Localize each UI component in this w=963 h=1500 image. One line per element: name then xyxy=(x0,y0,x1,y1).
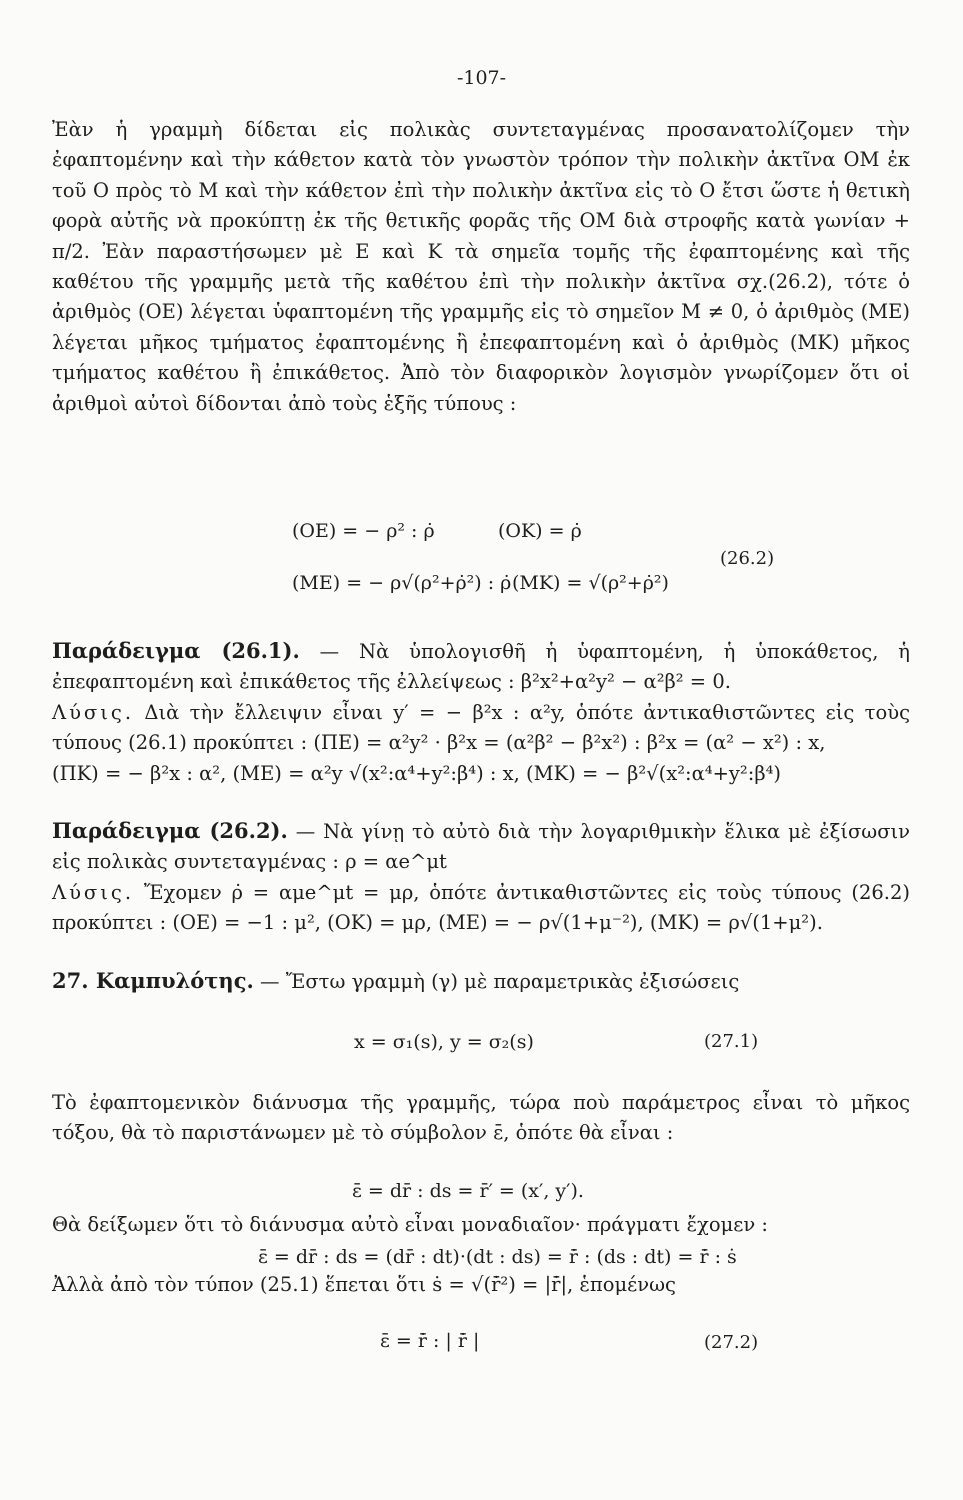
tangent-vector-paragraph xyxy=(52,1088,910,1149)
equation-tag-27-2: (27.2) xyxy=(704,1332,759,1353)
example-26-2-text: — Νὰ γίνῃ τὸ αὐτὸ διὰ τὴν λογαριθμικὴν ἕλικα μὲ ἐξίσωσιν εἰς πολικὰς συντεταγμένας : ρ = αe^μt xyxy=(52,820,911,874)
formula-mk: (ΜΚ) = √(ρ²+ρ̇²) xyxy=(512,572,669,594)
example-26-2-solution xyxy=(52,878,910,939)
example-26-1-text: — Νὰ ὑπολογισθῆ ἡ ὑφαπτομένη, ἡ ὑποκάθετος, ἡ ἐπεφαπτομένη καὶ ἐπικάθετος τῆς ἐλλείψεως : β²x²+α²y² − α²β² = 0. xyxy=(52,640,910,694)
section-27-statement xyxy=(52,966,910,997)
example-26-1-solution xyxy=(52,698,910,759)
example-26-2-statement xyxy=(52,816,910,878)
equation-tag-26-2: (26.2) xyxy=(720,548,775,569)
example-26-1-heading: Παράδειγμα (26.1). xyxy=(52,638,300,663)
formula-oe: (ΟΕ) = − ρ² : ρ̇ xyxy=(292,520,435,542)
section-27-intro xyxy=(52,966,910,997)
equation-epsilon-2: ε̄ = dr̄ : ds = (dr̄ : dt)·(dt : ds) = r̄̇ : (ds : dt) = r̄̇ : ṡ xyxy=(258,1246,737,1268)
page-number: -107- xyxy=(456,67,507,89)
example-26-2 xyxy=(52,816,910,939)
section-27-text: — Ἔστω γραμμὴ (γ) μὲ παραμετρικὰς ἐξισώσεις xyxy=(260,970,740,993)
intro-paragraph-text: Ἐὰν ἡ γραμμὴ δίδεται εἰς πολικὰς συντεταγμένας προσανατολίζομεν τὴν ἐφαπτομένην καὶ τὴν κάθετον κατὰ τὸν γνωστὸν τρόπον τὴν πολικὴν ἀκτῖνα ΟΜ ἐκ τοῦ Ο πρὸς τὸ Μ καὶ τὴν κάθετον ἐπὶ τὴν πολικὴν ἀκτῖνα εἰς τὸ Ο ἔτσι ὥστε ἡ θετικὴ φορὰ αὐτῆς νὰ προκύπτῃ ἐκ τῆς θετικῆς φορᾶς τῆς ΟΜ διὰ στροφῆς κατὰ γωνίαν + π/2. Ἐὰν παραστήσωμεν μὲ Ε καὶ Κ τὰ σημεῖα τομῆς τῆς ἐφαπτομένης καὶ τῆς καθέτου τῆς γραμμῆς μετὰ τῆς καθέτου ἐπὶ τὴν πολικὴν ἀκτῖνα σχ.(26.2), τότε ὁ ἀριθμὸς (ΟΕ) λέγεται ὑφαπτομένη τῆς γραμμῆς εἰς τὸ σημεῖον Μ ≠ 0, ὁ ἀριθμὸς (ΜΕ) λέγεται μῆκος τμήματος ἐφαπτομένης ἢ ἐπεφαπτομένη καὶ ὁ ἀριθμὸς (ΜΚ) μῆκος τμήματος καθέτου ἢ ἐπικάθετος. Ἀπὸ τὸν διαφορικὸν λογισμὸν γνωρίζομεν ὅτι οἱ ἀριθμοὶ αὐτοὶ δίδονται ἀπὸ τοὺς ἑξῆς τύπους : xyxy=(52,118,910,415)
intro-paragraph xyxy=(52,115,910,419)
example-26-2-solution-label: Λύσις. xyxy=(52,880,135,904)
unit-vector-paragraph xyxy=(52,1210,910,1240)
formula-reference-text: Ἀλλὰ ἀπὸ τὸν τύπον (25.1) ἕπεται ὅτι ṡ = √(r̄̇²) = |r̄̇|, ἑπομένως xyxy=(52,1273,676,1296)
equation-27-1: x = σ₁(s), y = σ₂(s) xyxy=(354,1031,534,1053)
equation-27-2: ε̄ = r̄̇ : | r̄̇ | xyxy=(380,1330,480,1352)
example-26-2-solution-text: Ἔχομεν ρ̇ = αμe^μt = μρ, ὁπότε ἀντικαθιστῶντες εἰς τοὺς τύπους (26.2) προκύπτει : (ΟΕ) = −1 : μ², (ΟΚ) = μρ, (ΜΕ) = − ρ√(1+μ⁻²), (ΜΚ) = ρ√(1+μ²). xyxy=(52,880,910,935)
example-26-2-heading: Παράδειγμα (26.2). xyxy=(52,818,288,843)
example-26-1-solution-label: Λύσις. xyxy=(52,700,135,724)
formula-reference-paragraph xyxy=(52,1270,910,1300)
tangent-vector-text: Τὸ ἐφαπτομενικὸν διάνυσμα τῆς γραμμῆς, τώρα ποὺ παράμετρος εἶναι τὸ μῆκος τόξου, θὰ τὸ παριστάνωμεν μὲ τὸ σύμβολον ε̄, ὁπότε θὰ εἶναι : xyxy=(52,1091,910,1145)
equation-tag-27-1: (27.1) xyxy=(704,1031,759,1052)
example-26-1-formulas: (ΠΚ) = − β²x : α², (ΜΕ) = α²y √(x²:α⁴+y²:β⁴) : x, (ΜΚ) = − β²√(x²:α⁴+y²:β⁴) xyxy=(52,761,782,785)
example-26-1-statement xyxy=(52,636,910,698)
equation-epsilon-1: ε̄ = dr̄ : ds = r̄′ = (x′, y′). xyxy=(352,1180,584,1202)
formula-me: (ΜΕ) = − ρ√(ρ²+ρ̇²) : ρ̇ xyxy=(292,572,512,594)
formula-ok: (ΟΚ) = ρ̇ xyxy=(498,520,582,542)
example-26-1-solution-text: Διὰ τὴν ἔλλειψιν εἶναι y′ = − β²x : α²y, ὁπότε ἀντικαθιστῶντες εἰς τοὺς τύπους (26.1) προκύπτει : (ΠΕ) = α²y² · β²x = (α²β² − β²x²) : β²x = (α² − x²) : x, xyxy=(52,700,910,755)
unit-vector-text: Θὰ δείξωμεν ὅτι τὸ διάνυσμα αὐτὸ εἶναι μοναδιαῖον· πράγματι ἔχομεν : xyxy=(52,1213,769,1236)
example-26-1 xyxy=(52,636,910,789)
section-27-heading: 27. Καμπυλότης. xyxy=(52,968,254,993)
